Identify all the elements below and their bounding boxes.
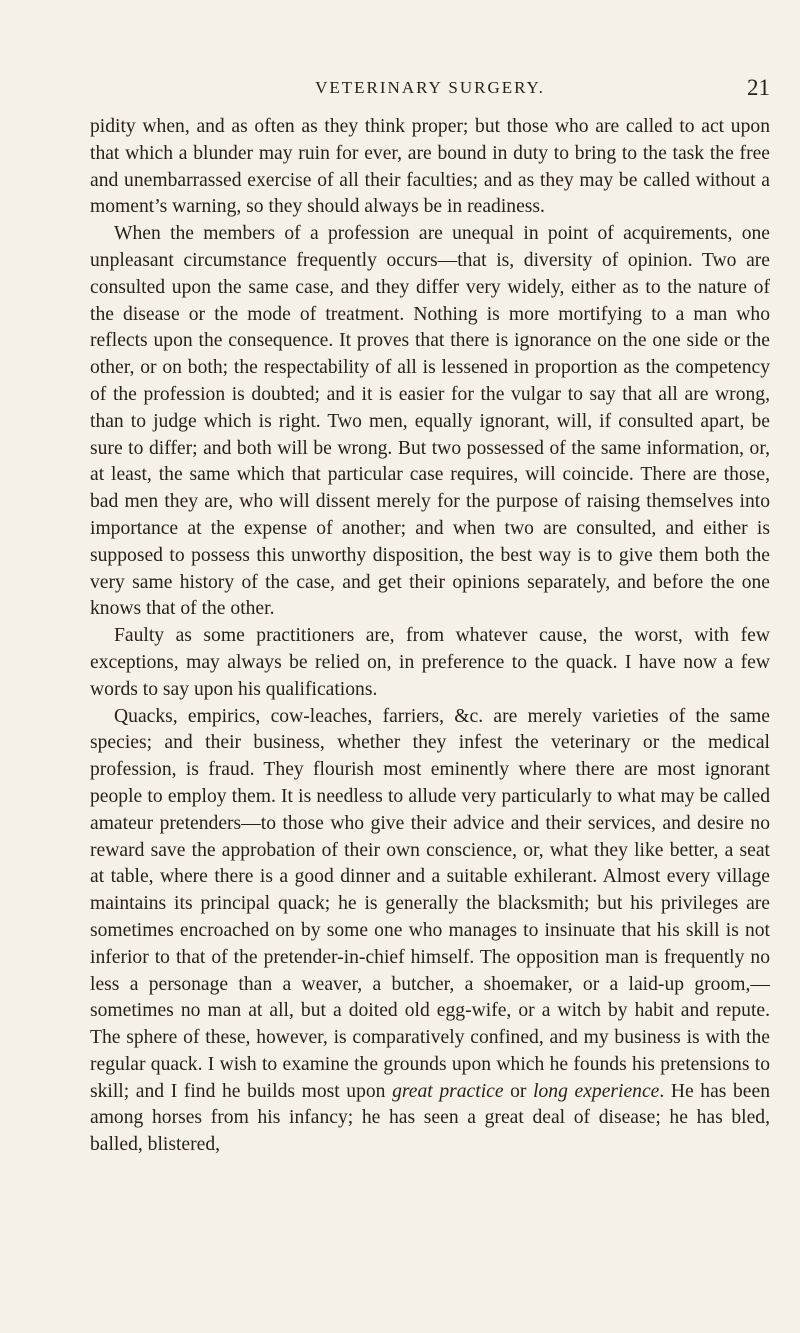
paragraph-quacks-text-mid: or — [503, 1080, 534, 1102]
running-head — [90, 75, 770, 108]
paragraph-diversity-of-opinion: When the members of a profession are unequal in point of acquirements, one unpleasant circumstance frequently occurs—that is, diversity of opinion. Two are consulted upon the same case, and they differ very widely, either as to the nature of the disease or the mode of treatment. Nothing is more mortifying to a man who reflects upon the consequence. It proves that there is ignorance on the one side or the other, or on both; the respectability of all is lessened in proportion as the competency of the profession is doubted; and it is easier for the vulgar to say that all are wrong, than to judge which is right. Two men, equally ignorant, will, if consulted apart, be sure to differ; and both will be wrong. But two possessed of the same information, or, at least, the same which that particular case requires, will coincide. There are those, bad men they are, who will dissent merely for the purpose of raising themselves into importance at the expense of another; and when two are consulted, and either is supposed to possess this unworthy disposition, the best way is to give them both the very same history of the case, and get their opinions separately, and before the one knows that of the other. — [90, 223, 770, 620]
emphasis-great-practice: great practice — [392, 1080, 504, 1102]
paragraph-quacks-text-start: Quacks, empirics, cow-leaches, farriers, &c. are merely varieties of the same species; and their business, whether they infest the veterinary or the medical profession, is fraud. They flourish most eminently where there are most ignorant people to employ them. It is needless to allude very particularly to what may be called amateur pretenders—to those who give their advice and their services, and desire no reward save the approbation of their own conscience, or, what they like better, a seat at table, where there is a good dinner and a suitable exhilerant. Almost every village maintains its principal quack; he is generally the blacksmith; but his privileges are sometimes encroached on by some one who manages to insinuate that his skill is not inferior to that of the pretender-in-chief himself. The opposition man is frequently no less a personage than a weaver, a butcher, a shoemaker, or a laid-up groom,—sometimes no man at all, but a doited old egg-wife, or a witch by habit and repute. The sphere of these, however, is comparatively confined, and my business is with the regular quack. I wish to examine the grounds upon which he founds his pretensions to skill; and I find he builds most upon — [90, 705, 770, 1102]
body-text — [90, 114, 770, 1159]
emphasis-long-experience: long experience — [533, 1080, 660, 1102]
paragraph-faulty-practitioners: Faulty as some practitioners are, from whatever cause, the worst, with few exceptions, may always be relied on, in preference to the quack. I have now a few words to say upon his qualifications. — [90, 625, 770, 700]
running-title: VETERINARY SURGERY. — [315, 78, 545, 97]
paragraph-continued: pidity when, and as often as they think proper; but those who are called to act upon that which a blunder may ruin for ever, are bound in duty to bring to the task the free and unembarrassed exercise of all their faculties; and as they may be called without a moment’s warning, so they should always be in readiness. — [90, 116, 770, 218]
paragraph-quacks-text-end: . He has been among horses from his infancy; he has seen a great deal of disease; he has bled, balled, blistered, — [90, 1080, 771, 1156]
page-number: 21 — [747, 75, 770, 100]
paragraph-quacks — [90, 704, 770, 1160]
